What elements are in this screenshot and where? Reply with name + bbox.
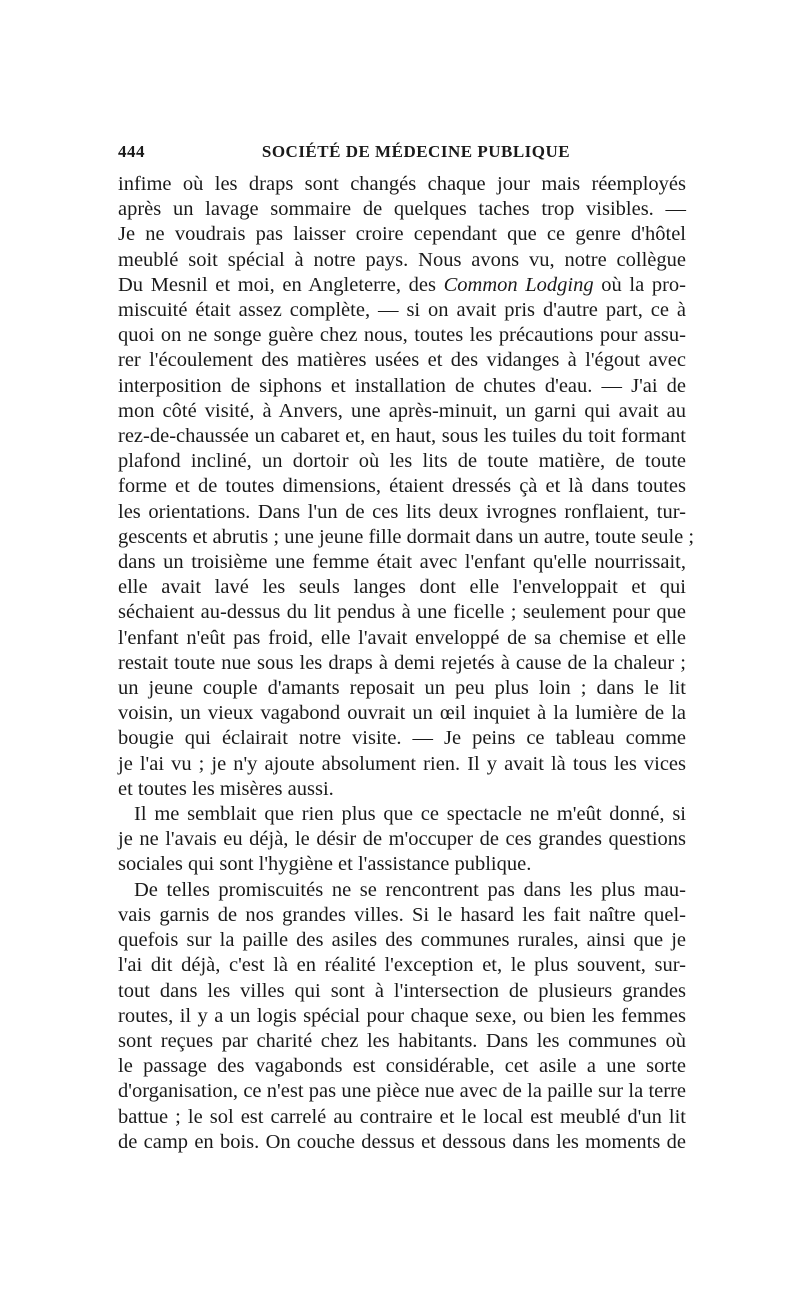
running-head <box>118 142 686 166</box>
text-line: l'ai dit déjà, c'est là en réalité l'exception et, le plus souvent, sur- <box>118 954 686 977</box>
text-line: de camp en bois. On couche dessus et dessous dans les moments de <box>118 1130 686 1153</box>
page-number: 444 <box>118 142 145 161</box>
text-line: De telles promiscuités ne se rencontrent pas dans les plus mau- <box>134 878 686 901</box>
text-line: Du Mesnil et moi, en Angleterre, des Common Lodging où la pro- <box>118 273 686 296</box>
text-line: vais garnis de nos grandes villes. Si le hasard les fait naître quel- <box>118 903 686 926</box>
text-line: forme et de toutes dimensions, étaient dressés çà et là dans toutes <box>118 475 686 498</box>
text-line: après un lavage sommaire de quelques taches trop visibles. — <box>118 198 686 221</box>
text-line: battue ; le sol est carrelé au contraire et le local est meublé d'un lit <box>118 1105 686 1128</box>
text-line: voisin, un vieux vagabond ouvrait un œil inquiet à la lumière de la <box>118 702 686 725</box>
paragraph <box>118 878 686 1155</box>
text-line: plafond incliné, un dortoir où les lits de toute matière, de toute <box>118 450 686 473</box>
text-line: d'organisation, ce n'est pas une pièce nue avec de la paille sur la terre <box>118 1080 686 1103</box>
text-line: miscuité était assez complète, — si on avait pris d'autre part, ce à <box>118 299 686 322</box>
text-line: séchaient au-dessus du lit pendus à une ficelle ; seulement pour que <box>118 601 686 624</box>
paragraph <box>118 802 686 878</box>
text-line: sociales qui sont l'hygiène et l'assistance publique. <box>118 853 532 876</box>
text-line: je l'ai vu ; je n'y ajoute absolument rien. Il y avait là tous les vices <box>118 752 686 775</box>
text-line: Il me semblait que rien plus que ce spectacle ne m'eût donné, si <box>134 803 686 826</box>
text-line: restait toute nue sous les draps à demi rejetés à cause de la chaleur ; <box>118 651 686 674</box>
text-line: je ne l'avais eu déjà, le désir de m'occuper de ces grandes questions <box>118 828 686 851</box>
body-text <box>118 172 695 1155</box>
text-line: tout dans les villes qui sont à l'intersection de plusieurs grandes <box>118 979 686 1002</box>
book-page <box>118 142 695 1155</box>
paragraph <box>118 172 695 802</box>
text-line: l'enfant n'eût pas froid, elle l'avait enveloppé de sa chemise et elle <box>118 626 686 649</box>
text-line: sont reçues par charité chez les habitants. Dans les communes où <box>118 1029 686 1052</box>
italic-term: Common Lodging <box>443 273 594 296</box>
text-line: et toutes les misères aussi. <box>118 777 334 800</box>
text-line: les orientations. Dans l'un de ces lits deux ivrognes ronflaient, tur- <box>118 500 686 523</box>
text-line: elle avait lavé les seuls langes dont elle l'enveloppait et qui <box>118 576 686 599</box>
running-title: SOCIÉTÉ DE MÉDECINE PUBLIQUE <box>261 142 571 161</box>
text-line: quefois sur la paille des asiles des communes rurales, ainsi que je <box>118 929 686 952</box>
text-line: un jeune couple d'amants reposait un peu plus loin ; dans le lit <box>118 677 686 700</box>
text-line: routes, il y a un logis spécial pour chaque sexe, ou bien les femmes <box>118 1004 686 1027</box>
text-line: rez-de-chaussée un cabaret et, en haut, sous les tuiles du toit formant <box>118 425 686 448</box>
text-line: rer l'écoulement des matières usées et des vidanges à l'égout avec <box>118 349 686 372</box>
text-line: gescents et abrutis ; une jeune fille dormait dans un autre, toute seule ; <box>118 525 695 548</box>
text-line: mon côté visité, à Anvers, une après-minuit, un garni qui avait au <box>118 399 686 422</box>
text-line: dans un troisième une femme était avec l'enfant qu'elle nourrissait, <box>118 551 686 574</box>
text-line: infime où les draps sont changés chaque jour mais réemployés <box>118 173 686 195</box>
text-line: Je ne voudrais pas laisser croire cependant que ce genre d'hôtel <box>118 223 686 246</box>
text-line: quoi on ne songe guère chez nous, toutes les précautions pour assu- <box>118 324 686 347</box>
text-line: le passage des vagabonds est considérable, cet asile a une sorte <box>118 1055 686 1078</box>
text-line: meublé soit spécial à notre pays. Nous avons vu, notre collègue <box>118 248 686 271</box>
text-line: interposition de siphons et installation de chutes d'eau. — J'ai de <box>118 374 686 397</box>
text-line: bougie qui éclairait notre visite. — Je peins ce tableau comme <box>118 727 686 750</box>
